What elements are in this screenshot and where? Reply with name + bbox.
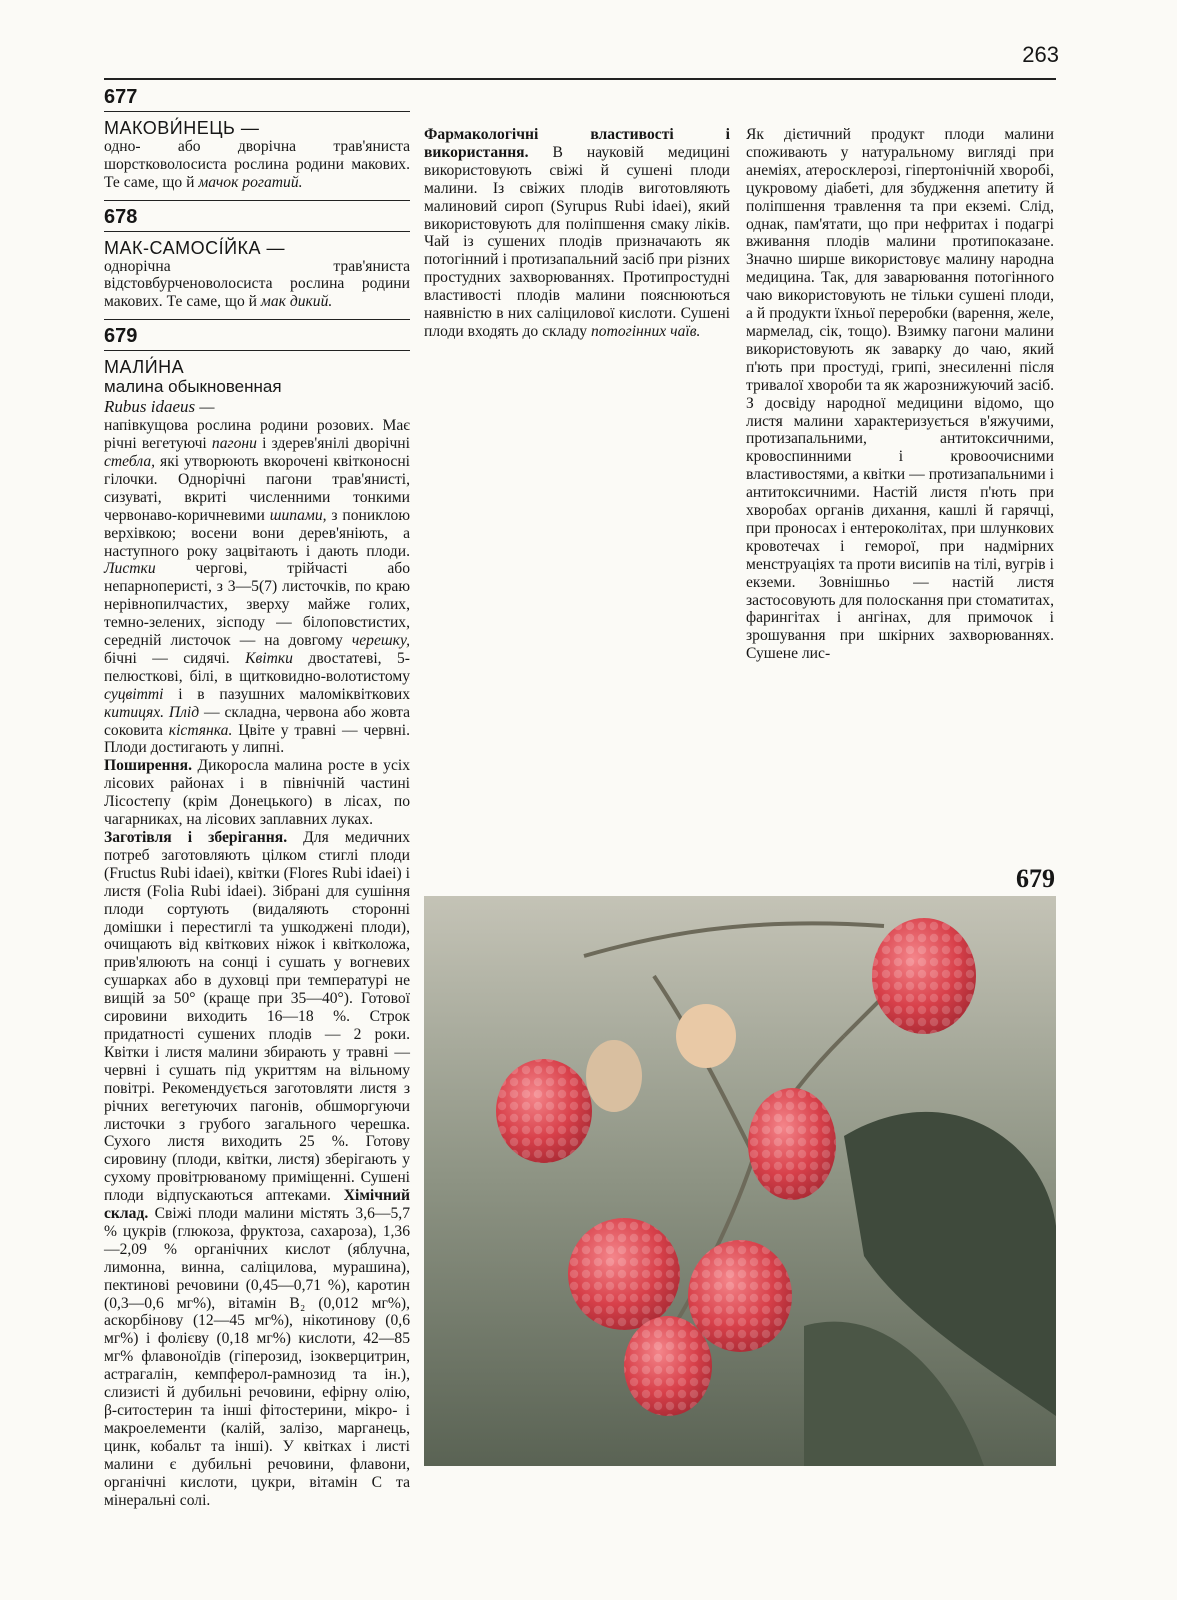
pharmacology-continued: Як дієтичний продукт плоди малини споживають у натуральному вигляді при анеміях, атеросклерозі, гіпертонічній хворобі, цукровому діабеті, для збудження апетиту й поліпшення травлення та при екземі. Слід, однак, пам'ятати, що при нефритах і подагрі вживання плодів малини протипоказане. Значно ширше використовує малину народна медицина. Так, для заварювання потогінного чаю використовують не тільки сушені плоди, а й продукти їхньої переробки (варення, желе, мармелад, сік, тощо). Взимку пагони малини використовують як заварку до чаю, який п'ють при простуді, грипі, знесиленні після тривалої хвороби та як жарознижуючий засіб. З досвіду народної медицини відомо, що листя малини характеризується в'яжучими, протизапальними, антитоксичними, кровоспинними і кровоочисними властивостями, а квітки — протизапальними і антитоксичними. Настій листя п'ють при хворобах органів дихання, кашлі й гарячці, при проносах і ентероколітах, при шлункових кровотечах і геморої, при надмірних менструаціях та проти висипів на тілі, вугрів і екземи. Зовнішньо — настій листя застосовують для полоскання при стоматитах, фарингітах і ангінах, для примочок і зрошування при шкірних захворюваннях. Сушене лис- (746, 126, 1054, 663)
entry-text-678: однорічна трав'яниста відстовбурченоволосиста рослина родини макових. Те саме, що й мак дикий. (104, 257, 410, 311)
entry-number-678: 678 (104, 205, 138, 228)
figure-number: 679 (1016, 864, 1055, 893)
column-1 (104, 87, 410, 1509)
russian-name: малина обыкновенная (104, 377, 282, 397)
pharmacology-section: Фармакологічні властивості і використання. В науковій медицині використовують свіжі й сушені плоди малини. Із свіжих плодів виготовляють малиновий сироп (Syrupus Rubi idaei), який використовують для поліпшення смаку ліків. Чай із сушених плодів призначають як потогінний і протизапальний засіб при різних простудних захворюваннях. Протипростудні властивості плодів малини пояснюються наявністю в них саліцилової кислоти. Сушені плоди входять до складу потогінних чаїв. (424, 126, 730, 340)
latin-name: Rubus idaeus — (104, 397, 215, 417)
distribution-section: Поширення. Дикоросла малина росте в усіх лісових районах і в північній частині Лісостепу (крім Донецького) в лісах, по чагарниках, на лісових заплавних луках. (104, 757, 410, 829)
plant-description: напівкущова рослина родини розових. Має річні вегетуючі пагони і здерев'янілі дворічні стебла, які утворюють вкорочені квітконосні гілочки. Однорічні пагони трав'янисті, сизуваті, вкриті численними тонкими червонаво-коричневими шипами, з пониклою верхівкою; восени вони дерев'яніють, а наступного року зацвітають і дають плоди. Листки чергові, трійчасті або непарноперисті, з 3—5(7) листочків, по краю нерівнопилчастих, зверху майже голих, темно-зелених, зісподу — білоповстистих, середній листочок — на довгому черешку, бічні — сидячі. Квітки двостатеві, 5-пелюсткові, білі, в щитковидно-волотистому суцвітті і в пазушних маломіквіткових китицях. Плід — складна, червона або жовта соковита кістянка. Цвіте у травні — червні. Плоди достигають у липні. (104, 417, 410, 757)
top-rule (104, 78, 1056, 80)
entry-rule (104, 111, 410, 112)
page-number: 263 (1022, 42, 1059, 67)
raspberry-photo (424, 896, 1056, 1466)
entry-title-679: МАЛИ́НА (104, 357, 185, 378)
entry-rule (104, 350, 410, 351)
entry-text-677: одно- або дворічна трав'яниста шорстковолосиста рослина родини макових. Те саме, що й мачок рогатий. (104, 137, 410, 191)
entry-rule (104, 231, 410, 232)
entry-number-677: 677 (104, 86, 138, 108)
entry-title-677: МАКОВИ́НЕЦЬ — (104, 117, 260, 138)
entry-number-679: 679 (104, 325, 138, 348)
entry-separator (104, 319, 410, 320)
entry-separator (104, 200, 410, 201)
entry-ref-677: мачок рогатий. (198, 173, 303, 191)
harvest-section: Заготівля і зберігання. Для медичних потреб заготовляють цілком стиглі плоди (Fructus Rubi idaei), квітки (Flores Rubi idaei) і листя (Folia Rubi idaei). Зібрані для сушіння плоди сортують (видаляють сторонні домішки і перестиглі та ушкоджені плоди), очищають від квіткових ніжок і квітколожа, прив'ялюють на сонці і сушать у вогневих сушарках або в духовці при температурі не вищій за 50° (краще при 35—40°). Готової сировини виходить 16—18 %. Строк придатності сушених плодів — 2 роки. Квітки і листя малини збирають у травні — червні і сушать під укриттям на вільному повітрі. Рекомендується заготовляти листя з річних вегетуючих пагонів, обшморгуючи листочки з грубого загального черешка. Сухого листя виходить 25 %. Готову сировину (плоди, квітки, листя) зберігають у сухому провітрюваному приміщенні. Сушені плоди відпускаються аптеками. Хімічний склад. Свіжі плоди малини містять 3,6—5,7 % цукрів (глюкоза, фруктоза, сахароза), 1,36—2,09 % органічних кислот (яблучна, лимонна, винна, саліцилова, мурашина), пектинові речовини (0,45—0,71 %), каротин (0,3—0,6 мг%), вітамін B₂ (0,012 мг%), аскорбінову (12—45 мг%), нікотинову (0,6 мг%) і фолієву (0,18 мг%) кислоти, 42—85 мг% флавоноїдів (гіперозид, ізокверцитрин, астрагалін, кемпферол-рамнозид та ін.), слизисті й дубильні речовини, ефірну олію, β-ситостерин та інші фітостерини, мікро- і макроелементи (калій, залізо, марганець, цинк, кобальт та інші). У квітках і листі малини є дубильні речовини, флавони, органічні кислоти, цукри, вітамін С та мінеральні солі. (104, 829, 411, 1509)
column-3 (746, 126, 1054, 663)
entry-ref-678: мак дикий. (260, 293, 333, 311)
column-2 (424, 126, 730, 341)
entry-title-678: МАК-САМОСІ́ЙКА — (104, 237, 286, 258)
